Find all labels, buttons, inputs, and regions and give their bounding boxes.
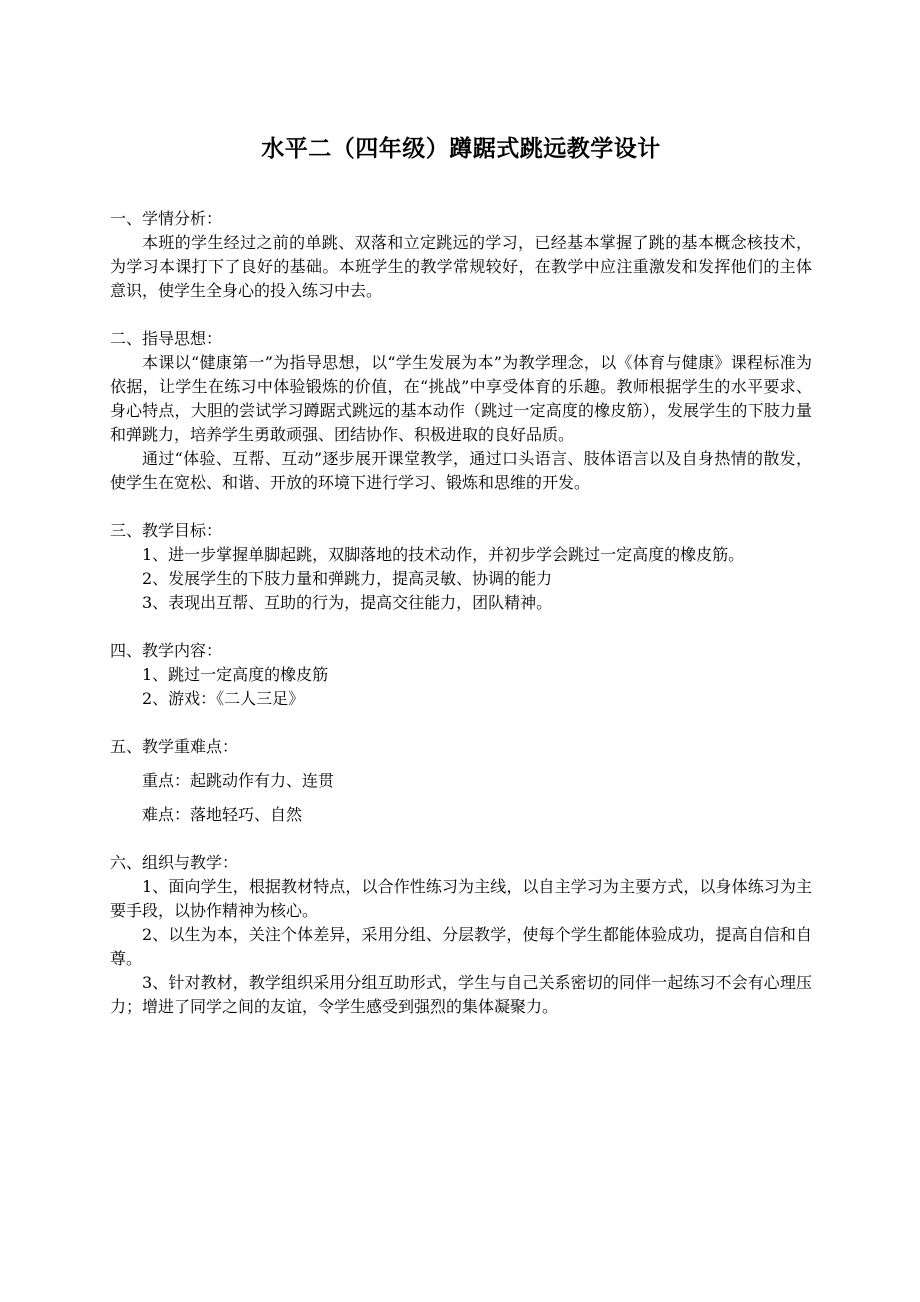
section-heading: 六、组织与教学： xyxy=(110,853,239,872)
list-item: 1、面向学生，根据教材特点，以合作性练习为主线，以自主学习为主要方式，以身体练习为主要手段，以协作精神为核心。 xyxy=(110,877,812,920)
section-heading: 四、教学内容： xyxy=(110,641,223,660)
key-point: 重点：起跳动作有力、连贯 xyxy=(142,771,335,790)
document-body xyxy=(110,207,812,1019)
list-item: 3、针对教材，教学组织采用分组互助形式，学生与自己关系密切的同伴一起练习不会有心理压力；增进了同学之间的友谊，令学生感受到强烈的集体凝聚力。 xyxy=(110,973,812,1016)
section-teaching-content xyxy=(110,639,812,711)
difficult-point: 难点：落地轻巧、自然 xyxy=(142,805,303,824)
list-item: 3、表现出互帮、互助的行为，提高交往能力，团队精神。 xyxy=(142,593,553,612)
section-heading: 一、学情分析： xyxy=(110,209,223,228)
list-item: 1、进一步掌握单脚起跳，双脚落地的技术动作，并初步学会跳过一定高度的橡皮筋。 xyxy=(142,545,745,564)
section-guiding-ideology xyxy=(110,327,812,495)
section-heading: 二、指导思想： xyxy=(110,329,223,348)
paragraph: 通过“体验、互帮、互动”逐步展开课堂教学，通过口头语言、肢体语言以及自身热情的散发，使学生在宽松、和谐、开放的环境下进行学习、锻炼和思维的开发。 xyxy=(110,449,812,492)
section-teaching-goals xyxy=(110,519,812,615)
paragraph: 本班的学生经过之前的单跳、双落和立定跳远的学习，已经基本掌握了跳的基本概念核技术，为学习本课打下了良好的基础。本班学生的教学常规较好，在教学中应注重激发和发挥他们的主体意识，使学生全身心的投入练习中去。 xyxy=(110,233,812,300)
section-heading: 五、教学重难点： xyxy=(110,737,239,756)
list-item: 2、发展学生的下肢力量和弹跳力，提高灵敏、协调的能力 xyxy=(142,569,553,588)
section-organization xyxy=(110,851,812,1019)
section-learner-analysis xyxy=(110,207,812,303)
list-item: 2、游戏：《二人三足》 xyxy=(142,689,305,708)
section-key-points xyxy=(110,735,812,827)
list-item: 2、以生为本，关注个体差异，采用分组、分层教学，使每个学生都能体验成功，提高自信和自尊。 xyxy=(110,925,812,968)
paragraph: 本课以“健康第一”为指导思想，以“学生发展为本”为教学理念，以《体育与健康》课程标准为依据，让学生在练习中体验锻炼的价值，在“挑战”中享受体育的乐趣。教师根据学生的水平要求、身心特点，大胆的尝试学习蹲踞式跳远的基本动作（跳过一定高度的橡皮筋），发展学生的下肢力量和弹跳力，培养学生勇敢顽强、团结协作、积极进取的良好品质。 xyxy=(110,353,812,444)
section-heading: 三、教学目标： xyxy=(110,521,223,540)
list-item: 1、跳过一定高度的橡皮筋 xyxy=(142,665,329,684)
document-title: 水平二（四年级）蹲踞式跳远教学设计 xyxy=(261,135,661,163)
